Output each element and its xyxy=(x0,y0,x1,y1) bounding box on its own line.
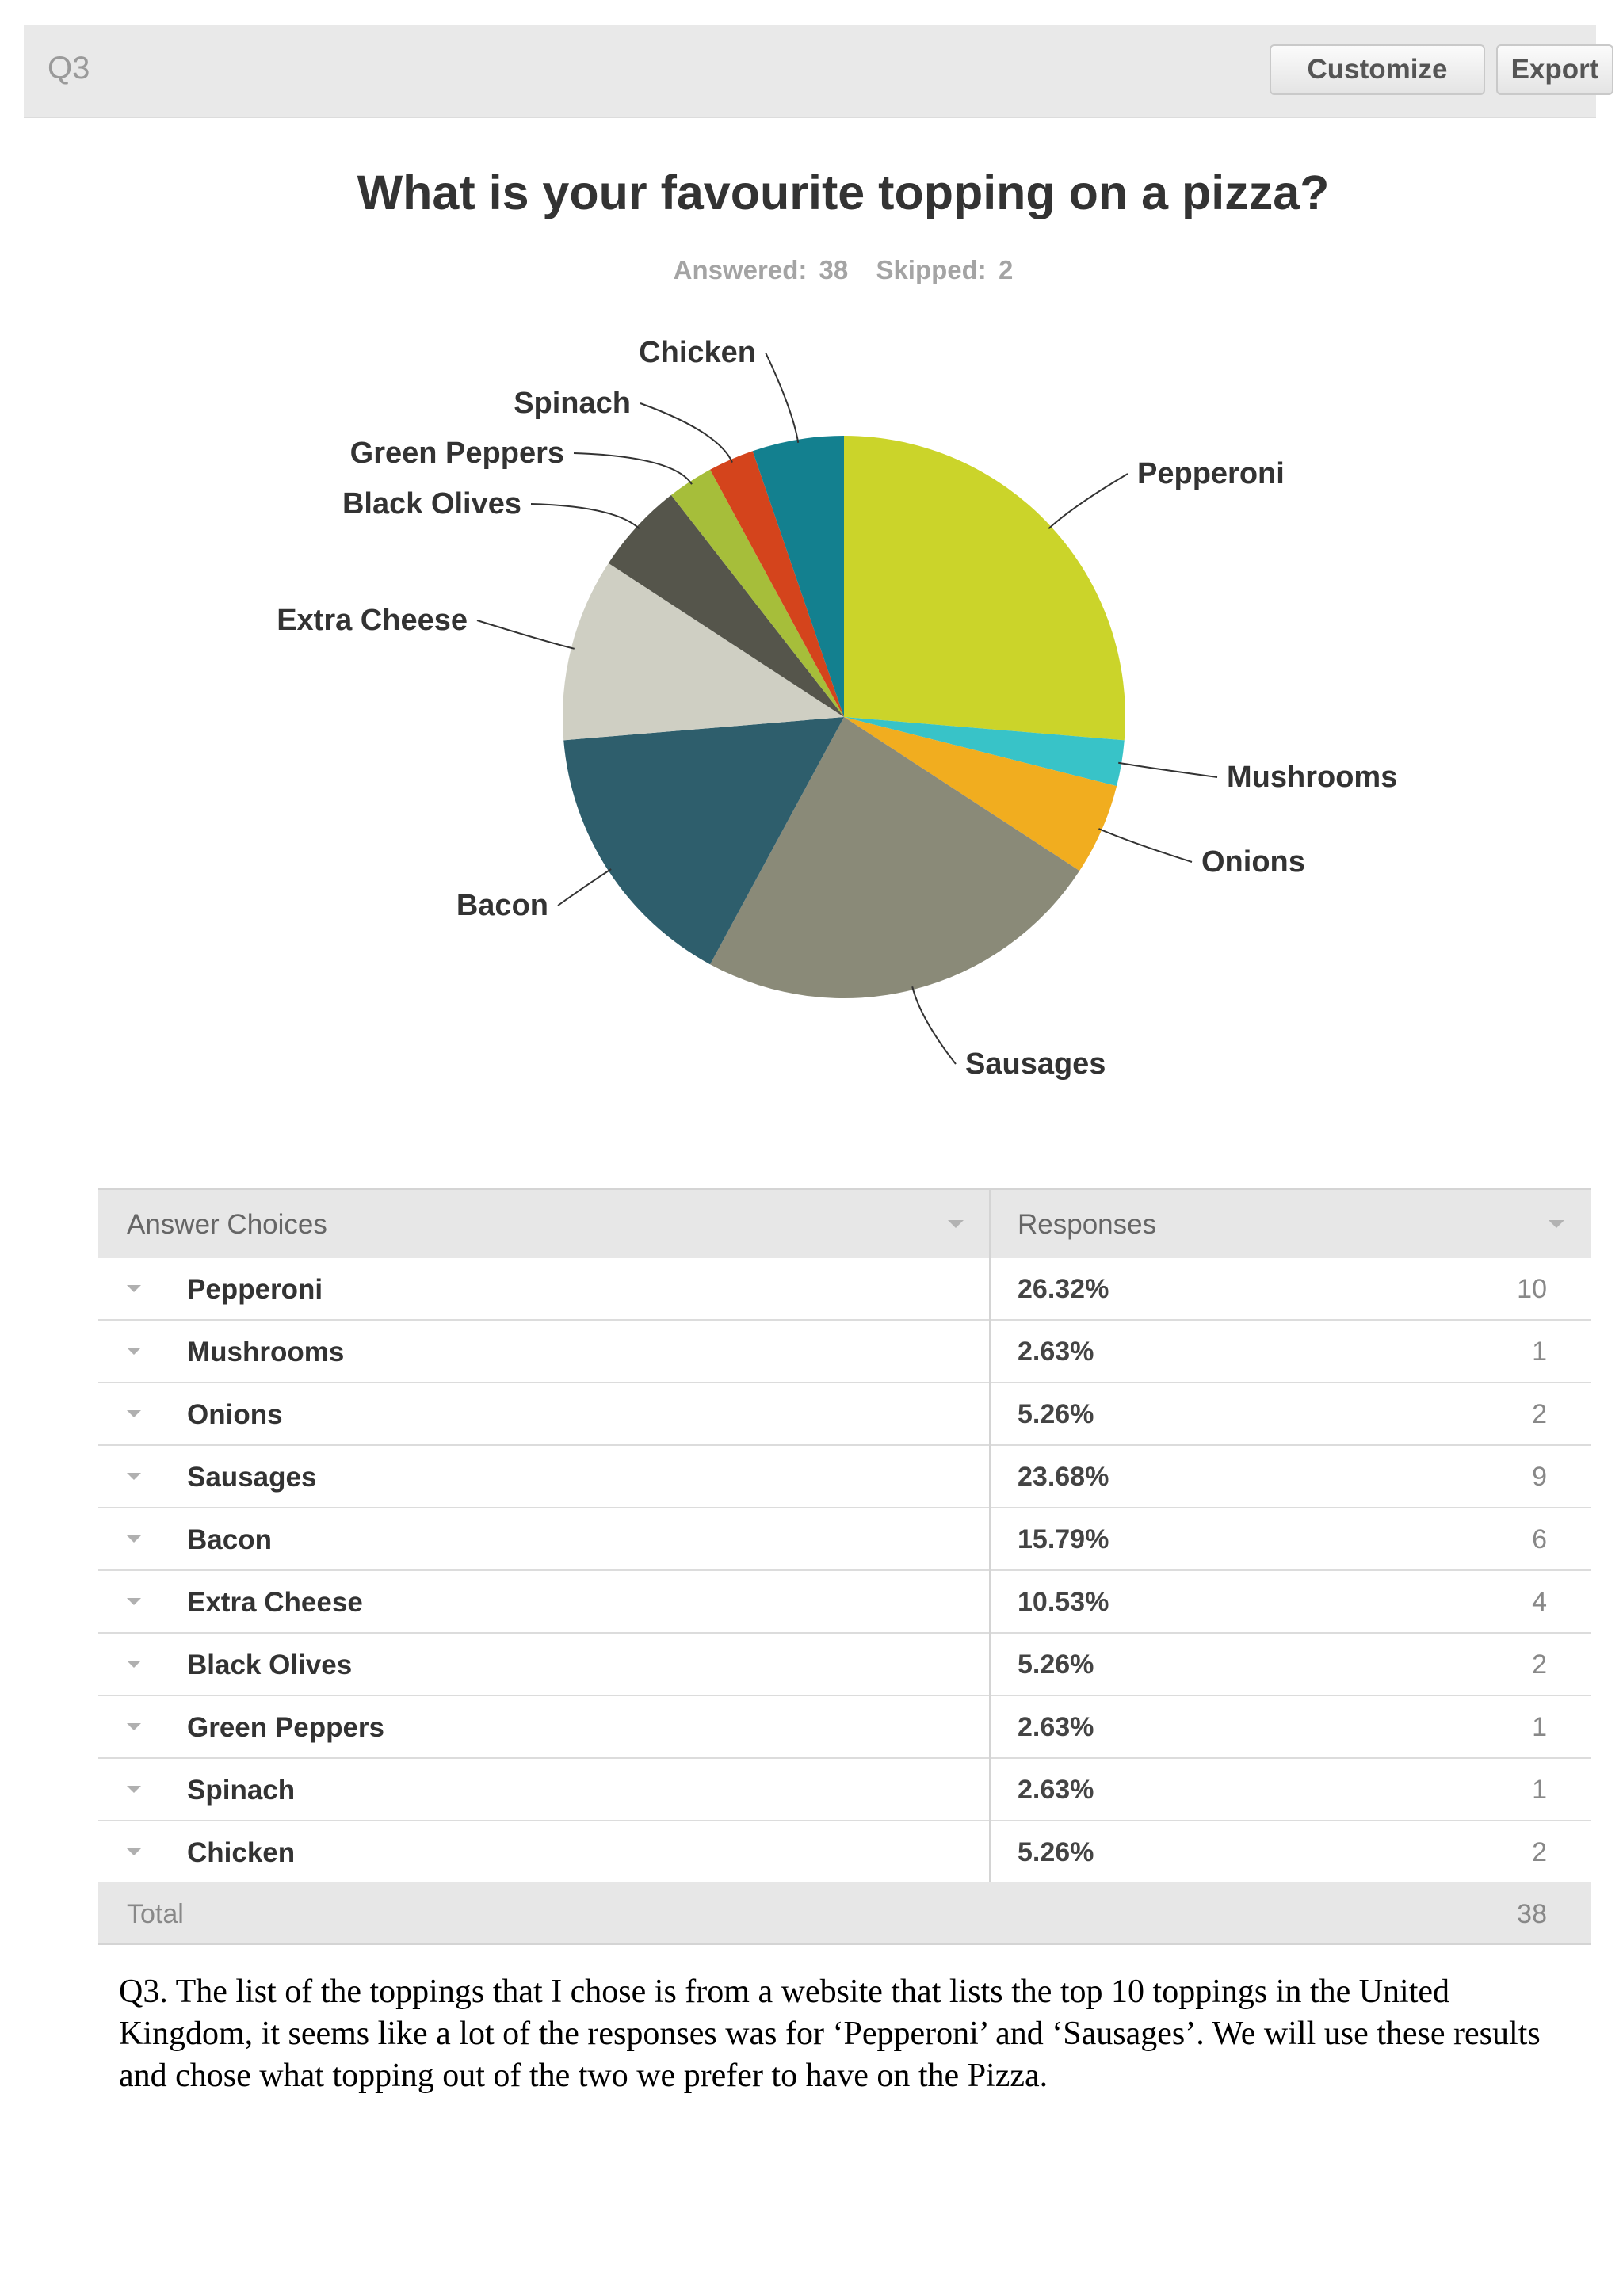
response-percent: 2.63% xyxy=(1018,1712,1094,1742)
answer-choice-name: Spinach xyxy=(187,1775,296,1806)
response-percent: 15.79% xyxy=(1018,1524,1109,1554)
table-row[interactable] xyxy=(98,1508,1591,1571)
expand-row-icon[interactable] xyxy=(127,1661,141,1668)
total-label: Total xyxy=(127,1899,184,1929)
answer-choice-name: Green Peppers xyxy=(187,1712,384,1743)
pie-leader-line xyxy=(1098,829,1192,862)
response-percent: 2.63% xyxy=(1018,1337,1094,1367)
pie-label: Black Olives xyxy=(342,487,521,521)
response-percent: 23.68% xyxy=(1018,1462,1109,1492)
pie-leader-line xyxy=(531,504,640,528)
expand-row-icon[interactable] xyxy=(127,1848,141,1855)
question-number: Q3 xyxy=(48,51,90,86)
table-row[interactable] xyxy=(98,1383,1591,1446)
answer-choice-name: Pepperoni xyxy=(187,1274,323,1305)
table-header xyxy=(98,1188,1591,1260)
expand-row-icon[interactable] xyxy=(127,1410,141,1417)
response-percent: 5.26% xyxy=(1018,1650,1094,1680)
pie-label: Bacon xyxy=(456,889,548,922)
answer-choice-name: Bacon xyxy=(187,1524,272,1555)
pie-chart xyxy=(0,317,1623,1109)
pie-label: Chicken xyxy=(639,336,756,369)
response-count: 2 xyxy=(1532,1650,1547,1680)
answer-choice-name: Black Olives xyxy=(187,1650,353,1680)
response-count: 9 xyxy=(1532,1462,1547,1492)
response-percent: 5.26% xyxy=(1018,1837,1094,1867)
table-row[interactable] xyxy=(98,1759,1591,1821)
expand-row-icon[interactable] xyxy=(127,1786,141,1793)
pie-label: Sausages xyxy=(965,1047,1106,1081)
col-header-responses[interactable]: Responses xyxy=(1018,1209,1157,1240)
table-row[interactable] xyxy=(98,1258,1591,1321)
pie-label: Extra Cheese xyxy=(277,604,468,637)
answer-choice-name: Extra Cheese xyxy=(187,1587,363,1618)
table-row[interactable] xyxy=(98,1696,1591,1759)
skipped-count: Skipped: 2 xyxy=(876,255,1014,284)
pie-leader-line xyxy=(640,403,732,463)
response-count: 1 xyxy=(1532,1712,1547,1742)
table-row[interactable] xyxy=(98,1321,1591,1383)
response-count: 1 xyxy=(1532,1337,1547,1367)
answered-count: Answered: 38 xyxy=(673,255,849,284)
pie-label: Pepperoni xyxy=(1137,457,1285,490)
expand-row-icon[interactable] xyxy=(127,1535,141,1543)
expand-row-icon[interactable] xyxy=(127,1285,141,1292)
response-percent: 10.53% xyxy=(1018,1587,1109,1617)
question-header-bar xyxy=(24,25,1599,118)
response-count: 2 xyxy=(1532,1837,1547,1867)
response-count: 4 xyxy=(1532,1587,1547,1617)
chart-title: What is your favourite topping on a pizza? xyxy=(357,166,1330,219)
expand-row-icon[interactable] xyxy=(127,1348,141,1355)
col-header-answer-choices[interactable]: Answer Choices xyxy=(127,1209,327,1240)
pie-leader-line xyxy=(912,986,956,1064)
column-divider xyxy=(989,1188,991,1945)
expand-row-icon[interactable] xyxy=(127,1598,141,1605)
sort-responses-icon[interactable] xyxy=(1549,1220,1564,1228)
export-button[interactable]: Export xyxy=(1496,44,1613,95)
response-count: 2 xyxy=(1532,1399,1547,1429)
chart-subtitle xyxy=(0,255,1623,285)
answer-choice-name: Sausages xyxy=(187,1462,317,1493)
answer-choice-name: Chicken xyxy=(187,1837,296,1868)
pie-leader-line xyxy=(766,353,798,443)
response-count: 1 xyxy=(1532,1775,1547,1805)
expand-row-icon[interactable] xyxy=(127,1723,141,1730)
pie-label: Green Peppers xyxy=(349,437,564,470)
sort-answer-icon[interactable] xyxy=(948,1220,964,1228)
pie-leader-line xyxy=(1048,474,1128,528)
answer-choice-name: Onions xyxy=(187,1399,283,1430)
pie-label: Mushrooms xyxy=(1227,761,1398,794)
expand-row-icon[interactable] xyxy=(127,1473,141,1480)
pie-leader-line xyxy=(574,453,692,484)
response-percent: 26.32% xyxy=(1018,1274,1109,1304)
response-percent: 5.26% xyxy=(1018,1399,1094,1429)
response-table xyxy=(98,1258,1591,1884)
pie-label: Spinach xyxy=(514,387,631,420)
response-count: 6 xyxy=(1532,1524,1547,1554)
total-value: 38 xyxy=(1517,1899,1547,1929)
pie-slice-pepperoni[interactable] xyxy=(844,436,1125,740)
pie-leader-line xyxy=(558,869,611,906)
table-row[interactable] xyxy=(98,1821,1591,1884)
table-row[interactable] xyxy=(98,1634,1591,1696)
pie-label: Onions xyxy=(1201,845,1305,879)
table-row[interactable] xyxy=(98,1571,1591,1634)
pie-leader-line xyxy=(1118,763,1217,777)
table-row[interactable] xyxy=(98,1446,1591,1508)
analysis-note: Q3. The list of the toppings that I chose is from a website that lists the top 10 toppings in the United Kingdom, it seems like a lot of the responses was for ‘Pepperoni’ and ‘Sausages’. We will use these results and chose what topping out of the two we prefer to have on the Pizza. xyxy=(119,1974,1541,2094)
pie-leader-line xyxy=(477,620,575,649)
customize-button[interactable]: Customize xyxy=(1270,44,1485,95)
answer-choice-name: Mushrooms xyxy=(187,1337,345,1367)
response-count: 10 xyxy=(1517,1274,1547,1304)
response-percent: 2.63% xyxy=(1018,1775,1094,1805)
table-total-row xyxy=(98,1882,1591,1945)
